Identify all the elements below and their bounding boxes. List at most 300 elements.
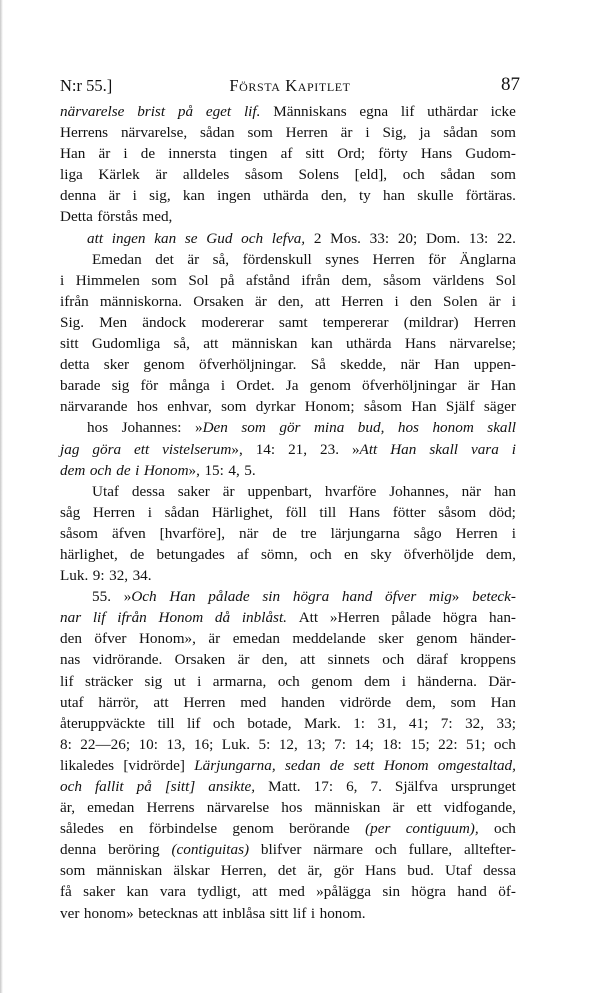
word: de	[329, 756, 345, 774]
text-line	[60, 460, 516, 481]
word: barade	[60, 377, 101, 395]
word: 51;	[466, 735, 486, 753]
word: och	[374, 841, 397, 859]
word: »pålägga	[316, 883, 371, 901]
word: den,	[320, 187, 347, 205]
text-line	[60, 481, 516, 502]
word: i	[511, 524, 516, 542]
word: med	[240, 693, 267, 711]
word: »Och	[123, 588, 157, 606]
word: jag	[60, 440, 80, 458]
word: innersta	[168, 145, 217, 163]
word: ett	[416, 799, 432, 817]
word: skall	[429, 440, 459, 458]
word: sin	[382, 883, 401, 901]
word: Herren	[285, 124, 328, 142]
word: Herren	[341, 292, 384, 310]
text-line	[60, 228, 516, 249]
word: högra	[411, 883, 446, 901]
word: de	[116, 461, 131, 479]
word: i	[365, 124, 370, 142]
word: Emedan	[92, 250, 142, 268]
word: armarna,	[212, 672, 267, 690]
word: 22—26;	[80, 735, 131, 753]
word: denna	[60, 187, 97, 205]
word: död;	[488, 503, 516, 521]
word: (mildrar)	[403, 313, 459, 331]
word: Själf	[445, 398, 475, 416]
word: botade,	[247, 714, 292, 732]
word: Matt.	[268, 778, 301, 795]
word: Härlighet,	[211, 503, 273, 521]
text-line	[60, 122, 516, 143]
text-line	[60, 797, 516, 818]
word: Sol	[188, 271, 209, 289]
word: gör	[279, 419, 301, 437]
word: alldeles	[182, 166, 230, 184]
word: Men	[99, 313, 128, 331]
word: honom	[432, 419, 474, 437]
word: äfven	[111, 524, 146, 542]
word: människorna.	[99, 292, 183, 310]
word: liga	[60, 166, 83, 184]
word: 15:	[204, 461, 224, 479]
word: pålade	[208, 588, 250, 606]
word: vidfogande,	[443, 799, 516, 817]
word: tydligt,	[197, 883, 241, 901]
text-line	[60, 776, 516, 797]
word: vidrörande.	[92, 651, 163, 669]
word: 32,	[465, 714, 485, 732]
word: som	[490, 124, 516, 142]
word: lif	[400, 103, 415, 120]
word: Hans	[404, 335, 437, 353]
word: härrör,	[98, 693, 139, 711]
word: sky	[370, 545, 392, 563]
word: ja	[419, 124, 431, 142]
text-line	[60, 586, 516, 607]
word: 15;	[410, 735, 430, 753]
word: att	[300, 651, 316, 669]
word: med	[278, 883, 305, 901]
word: fördenskull	[242, 250, 312, 268]
word: emedan	[232, 630, 280, 648]
page-edge	[0, 0, 3, 993]
word: och	[493, 735, 516, 753]
word: ver	[60, 904, 80, 922]
word: icke	[490, 103, 516, 120]
text-line	[60, 671, 516, 692]
word: däraf	[416, 651, 448, 669]
text-line	[60, 523, 516, 544]
word: hand	[457, 883, 487, 901]
word: Ja	[285, 377, 299, 395]
word: blifver	[260, 841, 302, 859]
word: få	[60, 883, 72, 901]
word: är,	[60, 799, 75, 817]
word: i	[197, 672, 202, 690]
word: uthärda	[346, 335, 392, 353]
word: händerna.	[417, 672, 477, 690]
word: på	[177, 103, 194, 120]
word: det	[277, 862, 297, 880]
word: han-	[489, 609, 516, 627]
word: Orsaken	[193, 292, 244, 310]
word: som	[241, 419, 266, 437]
word: när	[238, 524, 259, 542]
word: en	[119, 820, 134, 838]
word: Han	[169, 588, 196, 606]
word: 8:	[60, 735, 72, 753]
word: öfverhöljningar	[362, 377, 457, 395]
word: pålade	[391, 609, 431, 627]
word: sådan	[440, 166, 475, 184]
word: närvarelse	[60, 103, 125, 120]
word: så,	[173, 335, 190, 353]
word: kan	[154, 229, 177, 247]
word: de	[129, 545, 145, 563]
word: världens	[432, 271, 485, 289]
text-line	[60, 375, 516, 396]
word: Herren	[183, 693, 226, 711]
word: se	[184, 229, 198, 247]
word: Hans	[348, 503, 381, 521]
word: egna	[359, 103, 389, 120]
word: likaledes	[60, 756, 114, 774]
word: tingen	[229, 145, 268, 163]
word: sig,	[149, 187, 171, 205]
word: betungades	[156, 545, 225, 563]
word: som	[450, 693, 476, 711]
word: hos	[281, 799, 303, 817]
word: uppenbart,	[247, 482, 312, 500]
word: 17:	[313, 778, 334, 795]
word: 55.	[92, 588, 111, 606]
word: närvarelse;	[449, 335, 516, 353]
word: de	[272, 524, 287, 542]
word: öfver	[385, 588, 417, 606]
word: är	[340, 124, 353, 142]
word: Himmelen	[75, 271, 140, 289]
word: lif	[292, 904, 307, 922]
word: och	[212, 714, 235, 732]
word: Honom;	[304, 398, 355, 416]
word: och	[402, 166, 425, 184]
word: 4,	[228, 461, 240, 479]
word: mig»	[429, 588, 460, 606]
text-line	[60, 734, 516, 755]
word: han	[494, 482, 516, 500]
word: kroppens	[460, 651, 516, 669]
word: är	[187, 250, 200, 268]
word: i	[147, 503, 152, 521]
word: när	[461, 482, 482, 500]
text-line	[60, 206, 516, 227]
word: sig	[111, 377, 130, 395]
word: uthärdar	[427, 103, 478, 120]
word: Han	[411, 398, 437, 416]
text-line	[60, 607, 516, 628]
word: honom.	[319, 904, 366, 922]
word: på	[136, 778, 152, 795]
word: Ordet.	[236, 377, 275, 395]
word: uthärda	[263, 187, 309, 205]
word: sitt	[305, 145, 325, 163]
word: som	[247, 124, 273, 142]
word: Utaf	[92, 482, 119, 500]
word: 7:	[334, 735, 346, 753]
word: sig	[144, 672, 163, 690]
word: att	[252, 883, 268, 901]
word: såsom	[383, 271, 422, 289]
word: Solen	[443, 292, 478, 310]
word: närvarelse	[206, 799, 270, 817]
word: i	[401, 672, 406, 690]
text-line	[60, 291, 516, 312]
word: Honom»,	[143, 461, 200, 479]
word: det	[155, 250, 174, 268]
word: med,	[142, 208, 173, 226]
word: 13:	[468, 229, 489, 247]
word: i	[394, 292, 399, 310]
text-line	[60, 101, 516, 122]
word: 22.	[496, 229, 516, 247]
word: såsom	[60, 524, 98, 542]
word: omgestaltad,	[437, 756, 516, 774]
word: [hvarföre],	[159, 524, 225, 542]
word: Dom.	[425, 229, 461, 247]
word: ingen	[111, 229, 146, 247]
word: ifrån	[117, 609, 147, 627]
text-line	[60, 818, 516, 839]
word: öfver	[94, 630, 127, 648]
word: ty	[358, 187, 371, 205]
word: sådan	[443, 124, 478, 142]
word: han	[383, 187, 405, 205]
word: berörande	[289, 820, 350, 838]
word: ändock	[142, 313, 187, 331]
word: genom	[143, 356, 185, 374]
word: således	[60, 820, 104, 838]
word: denna	[60, 841, 97, 859]
word: lif	[92, 609, 106, 627]
word: enhvar,	[167, 398, 212, 416]
text-line	[60, 417, 516, 438]
word: i	[135, 461, 140, 479]
word: kan	[310, 335, 333, 353]
word: Sig,	[382, 124, 407, 142]
word: förbindelse	[148, 820, 218, 838]
word: Han	[490, 693, 516, 711]
word: som	[60, 862, 86, 880]
word: (contiguitas)	[171, 841, 250, 859]
word: då	[214, 609, 231, 627]
word: i	[310, 904, 316, 922]
word: »Herren	[329, 609, 380, 627]
word: härlighet,	[60, 545, 118, 563]
word: kan	[126, 883, 149, 901]
word: många	[169, 377, 210, 395]
word: och	[382, 651, 405, 669]
word: Honom	[158, 609, 204, 627]
word: »Den	[194, 419, 228, 437]
word: lif.	[243, 103, 261, 120]
word: lefva,	[271, 229, 306, 247]
word: i	[60, 271, 65, 289]
word: beröring	[108, 841, 160, 859]
word: hos	[397, 419, 419, 437]
word: som	[151, 271, 177, 289]
word: att	[203, 335, 219, 353]
word: sågo	[413, 524, 442, 542]
word: Själfva	[394, 778, 438, 795]
word: Johannes:	[121, 419, 182, 437]
word: den,	[277, 292, 304, 310]
word: vara	[470, 440, 499, 458]
text-line	[60, 143, 516, 164]
word: honom»	[83, 904, 134, 922]
word: detta	[60, 356, 90, 374]
word: och	[60, 778, 82, 795]
word: Hans	[364, 862, 397, 880]
word: 10:	[138, 735, 158, 753]
word: 6,	[346, 778, 358, 795]
word: Han	[490, 377, 516, 395]
word: högra	[442, 609, 478, 627]
word: mina	[313, 419, 345, 437]
word: högra	[292, 588, 330, 606]
word: 22:	[438, 735, 458, 753]
word: Hans	[420, 145, 453, 163]
word: Gudom-	[465, 145, 516, 163]
word: betecknas	[138, 904, 199, 922]
word: dem,	[341, 271, 372, 289]
word: nar	[60, 609, 82, 627]
word: samt	[278, 313, 308, 331]
running-header	[60, 74, 520, 98]
word: bud.	[407, 862, 434, 880]
word: 2	[313, 229, 322, 247]
word: meddelande	[292, 630, 366, 648]
word: i	[511, 440, 516, 458]
word: contiguum),	[405, 820, 479, 838]
word: lif	[60, 672, 74, 690]
word: »Att	[351, 440, 378, 458]
word: sitt	[269, 904, 289, 922]
word: genom	[311, 672, 353, 690]
text-line	[60, 502, 516, 523]
word: 7.	[370, 778, 382, 795]
text-line	[60, 692, 516, 713]
word: i	[132, 187, 137, 205]
word: ingen	[217, 187, 251, 205]
word: Solens	[298, 166, 339, 184]
word: ifrån	[60, 292, 89, 310]
word: Herren	[455, 524, 498, 542]
word: Där-	[488, 672, 516, 690]
word: öf-	[498, 883, 516, 901]
word: Honom	[383, 756, 429, 774]
word: [eld],	[354, 166, 388, 184]
word: är	[237, 651, 250, 669]
word: modererar	[201, 313, 264, 331]
word: Lärjungarna,	[194, 756, 276, 774]
word: Gudomliga	[91, 335, 161, 353]
word: inblåsa	[222, 904, 266, 922]
word: 13,	[166, 735, 186, 753]
word: så,	[212, 250, 230, 268]
word: sinnets	[327, 651, 370, 669]
word: dem	[364, 672, 391, 690]
word: och	[277, 672, 300, 690]
word: ansikte,	[208, 778, 256, 795]
word: förtäras.	[465, 187, 516, 205]
text-line	[60, 903, 516, 924]
word: Herrens	[146, 799, 195, 817]
word: nas	[60, 651, 81, 669]
word: Honom»,	[138, 630, 196, 648]
word: på	[220, 271, 235, 289]
word: är	[208, 630, 221, 648]
text-line	[60, 860, 516, 881]
word: Sol	[495, 271, 516, 289]
word: Johannes,	[389, 482, 449, 500]
word: sådan	[164, 503, 200, 521]
text-line	[60, 185, 516, 206]
word: beteck-	[472, 588, 516, 606]
text-line	[60, 164, 516, 185]
word: sitt	[60, 335, 79, 353]
text-line	[60, 755, 516, 776]
word: Utaf	[444, 862, 472, 880]
word: 5.	[244, 461, 256, 479]
word: 33:	[369, 229, 390, 247]
word: de	[140, 145, 156, 163]
word: saker	[83, 883, 116, 901]
word: lif	[186, 714, 201, 732]
word: lärjungarna	[330, 524, 400, 542]
word: den	[60, 630, 82, 648]
word: är	[155, 166, 168, 184]
body-text	[60, 101, 516, 924]
word: att	[314, 292, 331, 310]
text-line	[60, 565, 516, 586]
word: vistelserum»,	[162, 440, 243, 458]
word: och	[493, 820, 516, 838]
text-line	[60, 312, 516, 333]
chapter-title: Första Kapitlet	[229, 76, 351, 95]
word: Luk.	[221, 735, 251, 753]
word: 32,	[109, 567, 129, 585]
word: närvarelse,	[120, 124, 188, 142]
word: och	[89, 461, 112, 479]
text-line	[60, 881, 516, 902]
word: ett	[134, 440, 150, 458]
word: är	[392, 799, 405, 817]
word: i	[511, 292, 516, 310]
word: 12,	[278, 735, 298, 753]
word: Herren,	[220, 862, 267, 880]
text-line	[60, 713, 516, 734]
word: och	[241, 229, 264, 247]
word: till	[157, 714, 175, 732]
page-number: 87	[501, 74, 520, 95]
text-line	[60, 249, 516, 270]
word: Kärlek	[98, 166, 140, 184]
word: Gud	[206, 229, 233, 247]
word: hos	[136, 398, 158, 416]
word: 18:	[382, 735, 402, 753]
